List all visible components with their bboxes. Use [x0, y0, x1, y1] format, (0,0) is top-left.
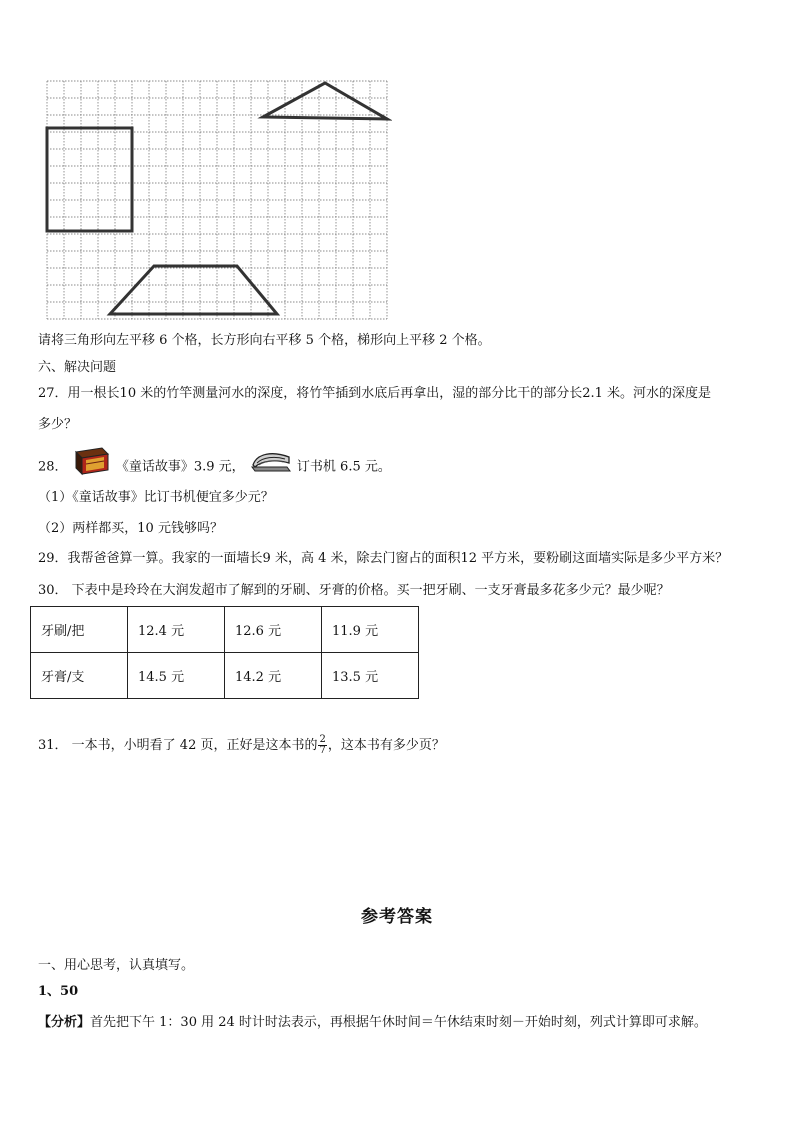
- question-28: [38, 446, 391, 488]
- table-row: [31, 607, 419, 653]
- question-27-line1: 27．用一根长10 米的竹竿测量河水的深度，将竹竿插到水底后再拿出，湿的部分比干的部分长2.1 米。河水的深度是: [38, 386, 712, 401]
- rectangle-shape: [47, 128, 132, 231]
- question-28-sub2: （2）两样都买，10 元钱够吗？: [38, 521, 223, 536]
- table-cell: 14.5 元: [128, 653, 225, 699]
- table-cell: 牙刷/把: [31, 607, 128, 653]
- book-price-text: 《童话故事》3.9 元，: [115, 459, 245, 475]
- table-cell: 13.5 元: [322, 653, 419, 699]
- grid-figure: [44, 78, 392, 322]
- analysis-text: 首先把下午 1：30 用 24 时计时法表示，再根据午休时间＝午休结束时刻－开始时刻，列式计算即可求解。: [90, 1015, 707, 1030]
- question-30: 30． 下表中是玲玲在大润发超市了解到的牙刷、牙膏的价格。买一把牙刷、一支牙膏最多花多少元？最少呢？: [38, 583, 670, 598]
- question-31-text: 31． 一本书，小明看了 42 页，正好是这本书的: [38, 738, 318, 753]
- fraction-denominator: 7: [319, 745, 326, 756]
- triangle-shape: [263, 83, 387, 119]
- question-29: 29．我帮爸爸算一算。我家的一面墙长9 米，高 4 米，除去门窗占的面积12 平方米，要粉刷这面墙实际是多少平方米？: [38, 551, 729, 566]
- analysis-label: 【分析】: [38, 1015, 91, 1030]
- question-28-sub1: （1）《童话故事》比订书机便宜多少元？: [38, 490, 274, 505]
- question-28-number: 28．: [38, 459, 68, 475]
- answer-analysis: [38, 1014, 707, 1032]
- question-31: [38, 734, 445, 758]
- table-cell: 12.6 元: [225, 607, 322, 653]
- question-27-line2: 多少？: [38, 417, 78, 432]
- table-row: [31, 653, 419, 699]
- table-cell: 牙膏/支: [31, 653, 128, 699]
- table-cell: 11.9 元: [322, 607, 419, 653]
- trapezoid-shape: [110, 266, 277, 314]
- book-icon: [72, 446, 112, 488]
- answer-item-1: 1、50: [38, 984, 79, 999]
- price-table: [30, 606, 419, 699]
- answer-title: 参考答案: [361, 907, 433, 927]
- stapler-icon: [249, 447, 293, 487]
- stapler-price-text: 订书机 6.5 元。: [296, 459, 391, 475]
- table-cell: 12.4 元: [128, 607, 225, 653]
- fraction: [318, 735, 326, 756]
- section-heading-6: 六、解决问题: [38, 360, 117, 375]
- answer-section-1: 一、用心思考，认真填写。: [38, 958, 195, 973]
- fraction-numerator: 2: [319, 734, 326, 745]
- table-cell: 14.2 元: [225, 653, 322, 699]
- translation-instruction: 请将三角形向左平移 6 个格，长方形向右平移 5 个格，梯形向上平移 2 个格。: [38, 333, 491, 348]
- question-31-tail: ，这本书有多少页？: [327, 738, 445, 753]
